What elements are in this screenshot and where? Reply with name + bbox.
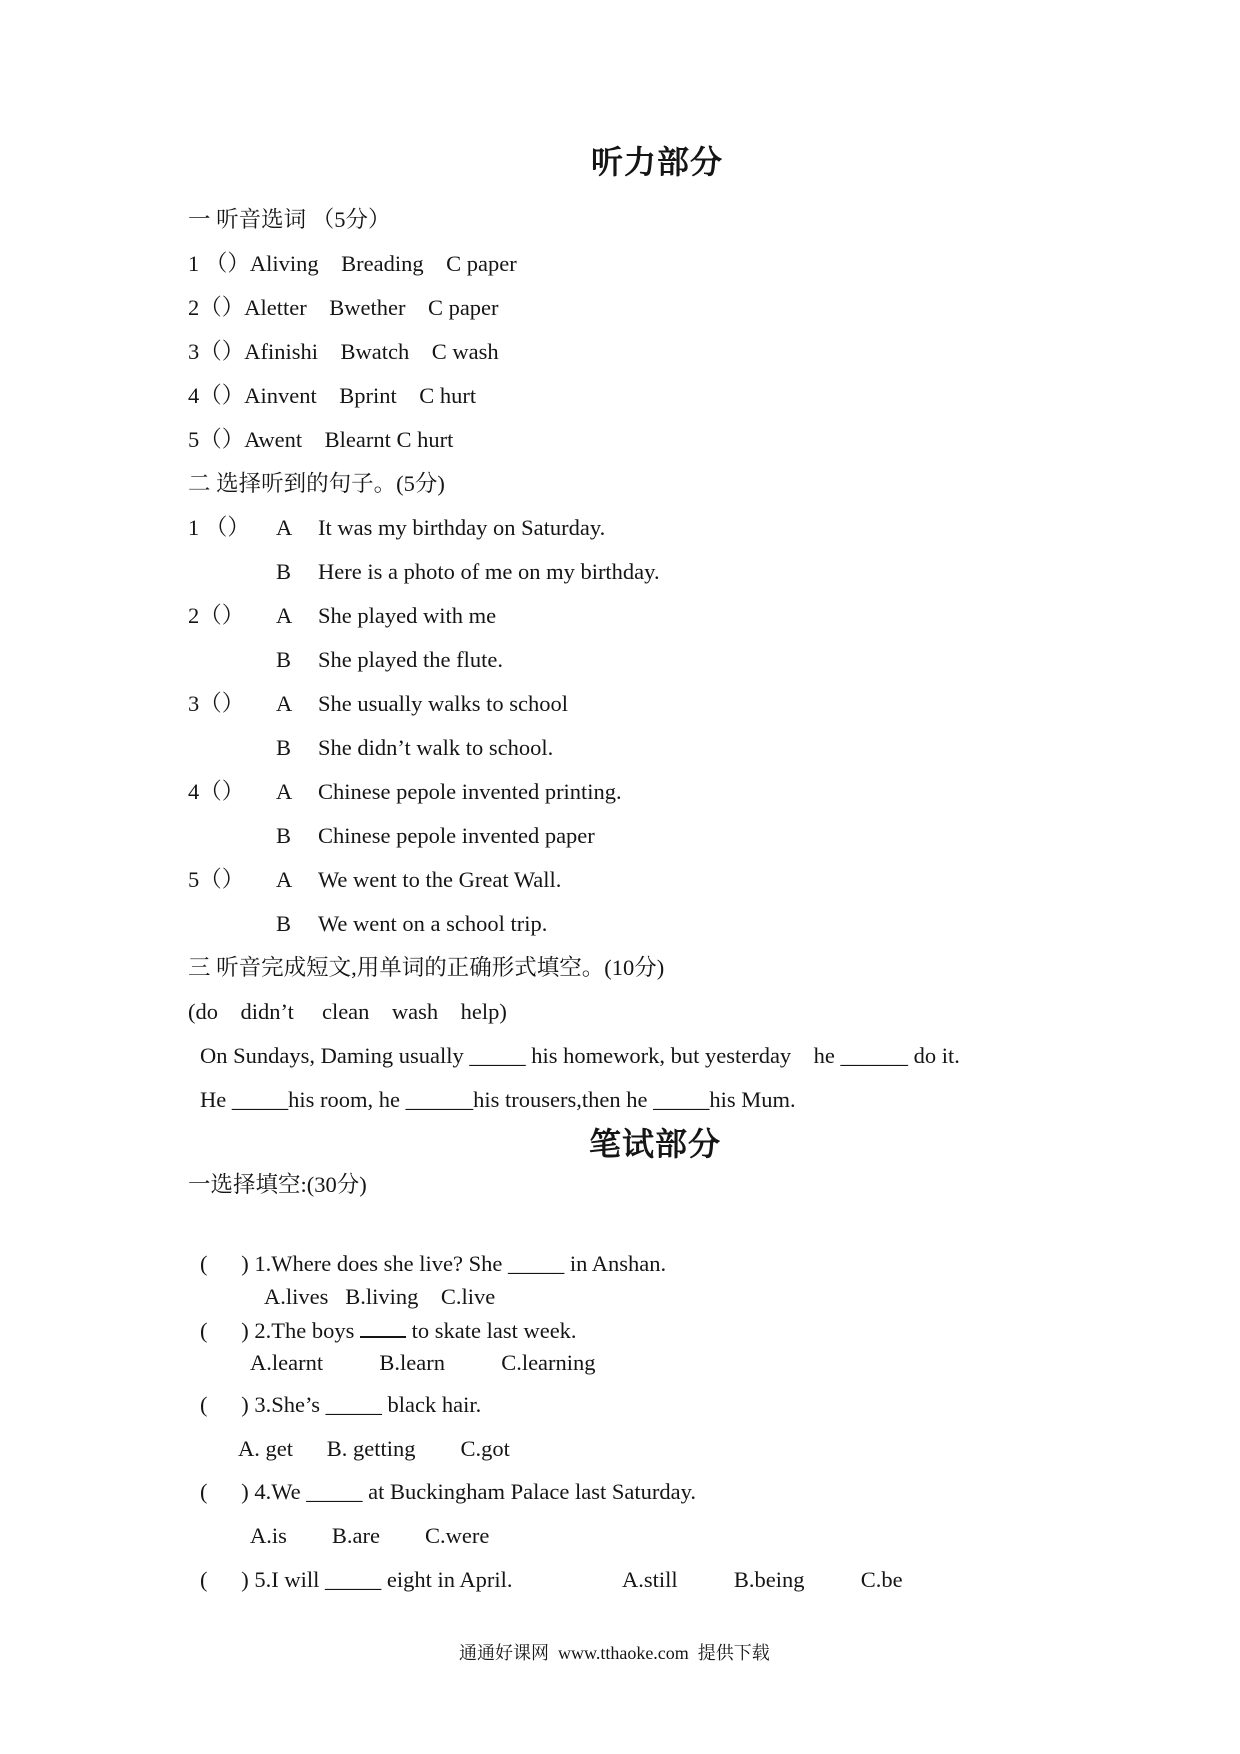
sec2-q1-option-a: It was my birthday on Saturday. (318, 515, 606, 540)
sec1-item-5: 5（）Awent Blearnt C hurt (188, 427, 454, 452)
sec2-q3-label-b: B (276, 735, 292, 760)
q5-text: ( ) 5.I will _____ eight in April. (200, 1567, 513, 1592)
q2-blank (360, 1316, 406, 1338)
sec2-q2-option-a: She played with me (318, 603, 497, 628)
sec2-q5-label-a: A (276, 867, 293, 892)
sec3-word-bank: (do didn’t clean wash help) (188, 999, 507, 1024)
sec1-item-4: 4（）Ainvent Bprint C hurt (188, 383, 477, 408)
sec2-q3-option-a: She usually walks to school (318, 691, 568, 716)
sec3-passage-line-2: He _____his room, he ______his trousers,then he _____his Mum. (200, 1087, 796, 1112)
sec2-q1-label-b: B (276, 559, 292, 584)
q5-options: A.still B.being C.be (622, 1567, 903, 1592)
sec1-item-2: 2（）Aletter Bwether C paper (188, 295, 499, 320)
written-sec1-heading: 一选择填空:(30分) (188, 1172, 367, 1197)
sec2-q2-label-b: B (276, 647, 292, 672)
listening-title: 听力部分 (591, 143, 724, 181)
sec2-q1-label-a: A (276, 515, 293, 540)
sec2-q4-number: 4（） (188, 779, 245, 804)
sec2-q2-option-b: She played the flute. (318, 647, 503, 672)
sec2-q5-option-b: We went on a school trip. (318, 911, 548, 936)
sec1-item-1: 1 （）Aliving Breading C paper (188, 251, 517, 276)
q4-options: A.is B.are C.were (250, 1523, 490, 1548)
sec2-q3-number: 3（） (188, 691, 245, 716)
sec2-q1-option-b: Here is a photo of me on my birthday. (318, 559, 660, 584)
q2-text-end: to skate last week. (405, 1318, 577, 1343)
sec1-heading: 一 听音选词 （5分） (188, 207, 391, 232)
sec2-q5-label-b: B (276, 911, 292, 936)
q2-options: A.learnt B.learn C.learning (250, 1350, 596, 1375)
q4-text: ( ) 4.We _____ at Buckingham Palace last Saturday. (200, 1479, 696, 1504)
q2-text-start: ( ) 2.The boys (200, 1318, 360, 1343)
sec2-q2-number: 2（） (188, 603, 245, 628)
sec2-q1-number: 1 （） (188, 515, 250, 540)
q1-text: ( ) 1.Where does she live? She _____ in Anshan. (200, 1251, 667, 1276)
sec2-q2-label-a: A (276, 603, 293, 628)
sec2-q4-label-a: A (276, 779, 293, 804)
q3-options: A. get B. getting C.got (238, 1436, 510, 1461)
q3-text: ( ) 3.She’s _____ black hair. (200, 1392, 482, 1417)
sec2-q5-number: 5（） (188, 867, 245, 892)
sec2-q5-option-a: We went to the Great Wall. (318, 867, 562, 892)
footer: 通通好课网 www.tthaoke.com 提供下载 (459, 1643, 770, 1663)
sec2-q4-label-b: B (276, 823, 292, 848)
sec2-q4-option-b: Chinese pepole invented paper (318, 823, 595, 848)
sec2-q4-option-a: Chinese pepole invented printing. (318, 779, 622, 804)
sec2-q3-label-a: A (276, 691, 293, 716)
sec2-heading: 二 选择听到的句子。(5分) (188, 471, 445, 496)
written-title: 笔试部分 (589, 1125, 722, 1163)
sec1-item-3: 3（）Afinishi Bwatch C wash (188, 339, 499, 364)
sec2-q3-option-b: She didn’t walk to school. (318, 735, 554, 760)
sec3-passage-line-1: On Sundays, Daming usually _____ his homework, but yesterday he ______ do it. (200, 1043, 960, 1068)
q2-text (200, 1316, 577, 1345)
q1-options: A.lives B.living C.live (264, 1284, 496, 1309)
sec3-heading: 三 听音完成短文,用单词的正确形式填空。(10分) (188, 955, 665, 980)
